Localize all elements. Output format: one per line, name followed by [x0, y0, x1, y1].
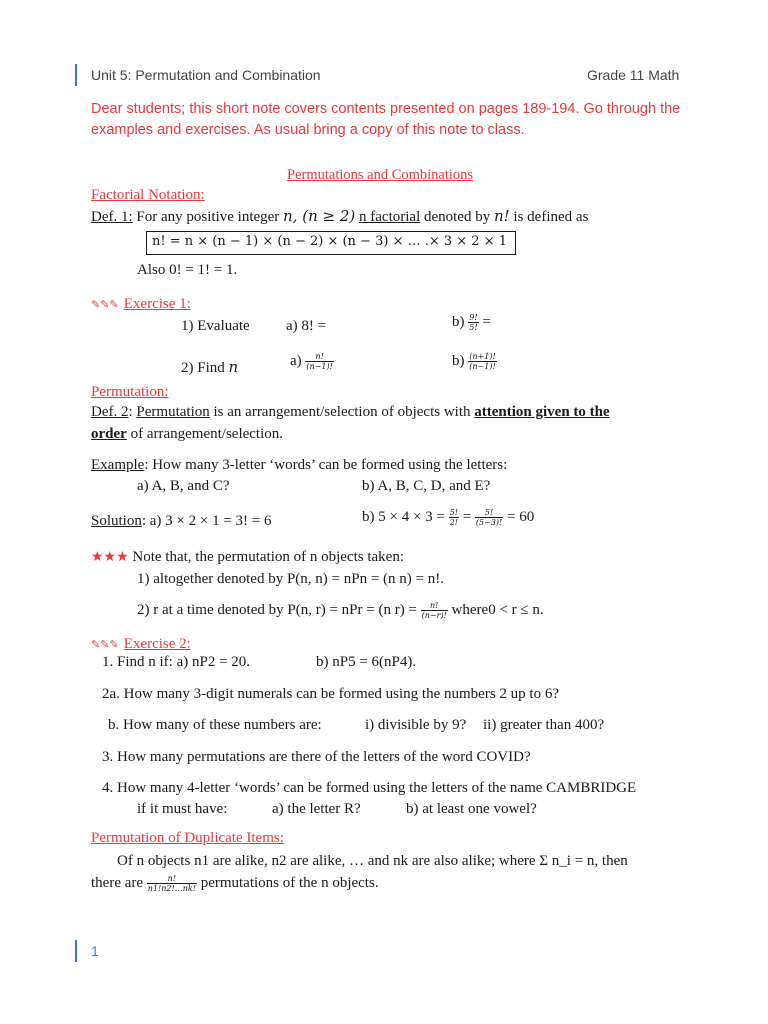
note-line	[91, 549, 404, 566]
def2-word: Permutation	[136, 404, 210, 420]
ex1-q2-b	[452, 352, 497, 371]
duplicates-line-1: Of n objects n1 are alike, n2 are alike, … and nk are also alike; where Σ n_i = n, then	[117, 853, 628, 869]
example-line	[91, 457, 507, 474]
exercise1-heading: Exercise 1:	[123, 296, 191, 312]
ex1-q1-a: a) 8! =	[286, 318, 327, 334]
ex2-q2b-ii: ii) greater than 400?	[483, 717, 605, 733]
page-number: 1	[91, 943, 99, 959]
ex1-q2-a	[290, 352, 334, 371]
pencil-icon: ✎✎✎	[91, 298, 119, 311]
ex2-q3: 3. How many permutations are there of the letters of the word COVID?	[102, 749, 531, 765]
duplicates-fraction: $\frac{n!}{n1!n2!\dots nk!}$	[147, 874, 196, 893]
factorial-heading: Factorial Notation:	[91, 187, 205, 203]
def1-text-c: denoted by	[420, 209, 494, 225]
duplicates-post: permutations of the n objects.	[200, 874, 379, 891]
solution-b-fraction-2: $\frac{5!}{(5-3)!}$	[475, 508, 503, 527]
factorial-formula: n! = n × (n − 1) × (n − 2) × (n − 3) × … .× 3 × 2 × 1	[152, 234, 508, 249]
def1-label: Def. 1:	[91, 209, 133, 225]
pencil-icon: ✎✎✎	[91, 638, 119, 651]
def1-text-d: is defined as	[509, 209, 589, 225]
solution-line	[91, 513, 272, 530]
note-text: Note that, the permutation of n objects taken:	[128, 549, 404, 565]
note-2-fraction: $\frac{n!}{(n-r)!}$	[421, 601, 447, 620]
exercise1-heading-row	[91, 293, 191, 313]
ex2-q4-b-b: b) at least one vowel?	[406, 801, 537, 817]
solution-b-end: = 60	[507, 508, 535, 525]
ex1-q2-a-fraction: $\frac{n!}{(n-1)!}$	[306, 352, 333, 371]
solution-b-mid: =	[462, 508, 472, 525]
header-bar	[75, 64, 77, 86]
duplicates-heading: Permutation of Duplicate Items:	[91, 830, 284, 846]
example-text: : How many 3-letter ‘words’ can be formed using the letters:	[144, 457, 508, 473]
note-2-pre: 2) r at a time denoted by P(n, r) = nPr = (n r) =	[137, 601, 417, 618]
ex1-q2-a-label: a)	[290, 352, 302, 369]
def1-math-a: n, (n ≥ 2)	[283, 207, 356, 225]
def1-line	[91, 207, 588, 226]
ex2-q1: 1. Find n if: a) nP2 = 20.	[102, 654, 251, 670]
ex1-q1-b-eq: =	[482, 313, 491, 330]
ex1-q1-b-fraction: $\frac{9!}{5!}$	[469, 313, 478, 332]
ex1-q2-n: n	[228, 358, 239, 376]
factorial-also: Also 0! = 1! = 1.	[137, 262, 238, 278]
ex2-q2b-label: b. How many of these numbers are:	[108, 717, 322, 733]
example-a: a) A, B, and C?	[137, 478, 230, 494]
def2-label: Def. 2	[91, 404, 129, 420]
def1-n-factorial: n factorial	[359, 209, 421, 225]
ex2-q2b-i: i) divisible by 9?	[365, 717, 467, 733]
duplicates-pre: there are	[91, 874, 144, 891]
exercise2-heading-row	[91, 633, 191, 653]
ex1-q1-b-label: b)	[452, 313, 465, 330]
footer-bar	[75, 940, 77, 962]
ex2-q1-b: b) nP5 = 6(nP4).	[316, 654, 417, 670]
ex2-q4-b: if it must have:	[137, 801, 228, 817]
def2-text: is an arrangement/selection of objects with	[209, 404, 475, 420]
def2-bold: attention given to the	[474, 404, 610, 420]
intro-line-1: Dear students; this short note covers contents presented on pages 189-194. Go through the	[91, 101, 681, 117]
star-icon: ★★★	[91, 550, 129, 565]
solution-b	[362, 508, 534, 527]
ex1-q2-text: 2) Find	[181, 360, 225, 376]
ex1-q2-b-fraction: $\frac{(n+1)!}{(n-1)!}$	[469, 352, 496, 371]
exercise2-heading: Exercise 2:	[123, 636, 191, 652]
ex1-q1-b	[452, 313, 491, 332]
def2-bold-order: order	[91, 426, 127, 442]
example-b: b) A, B, C, D, and E?	[362, 478, 491, 494]
ex1-q2-b-label: b)	[452, 352, 465, 369]
def2-line-2	[91, 426, 283, 443]
ex2-q4-b-a: a) the letter R?	[272, 801, 361, 817]
def2-line-1: Def. 2: Permutation is an arrangement/selection of objects with attention given to the	[91, 404, 610, 420]
solution-b-pre: b) 5 × 4 × 3 =	[362, 508, 445, 525]
note-2-post: where0 < r ≤ n.	[451, 601, 544, 618]
ex1-q1-label: 1) Evaluate	[181, 318, 250, 334]
def2-text-2: of arrangement/selection.	[126, 426, 284, 442]
solution-b-fraction-1: $\frac{5!}{2!}$	[449, 508, 458, 527]
solution-a: : a) 3 × 2 × 1 = 3! = 6	[141, 513, 272, 529]
note-1: 1) altogether denoted by P(n, n) = nPn = (n n) = n!.	[137, 571, 444, 587]
ex2-q4: 4. How many 4-letter ‘words’ can be formed using the letters of the name CAMBRIDGE	[102, 780, 637, 796]
def1-text-a: For any positive integer	[132, 209, 284, 225]
duplicates-line-2	[91, 874, 379, 893]
ex1-q2-label	[181, 358, 238, 377]
page-title: Permutations and Combinations	[287, 167, 474, 183]
ex2-q2a: 2a. How many 3-digit numerals can be formed using the numbers 2 up to 6?	[102, 686, 559, 702]
solution-label: Solution	[91, 513, 142, 529]
permutation-heading: Permutation:	[91, 384, 169, 400]
header-grade: Grade 11 Math	[587, 67, 680, 83]
def1-math-b: n!	[493, 207, 510, 225]
intro-line-2: examples and exercises. As usual bring a copy of this note to class.	[91, 122, 525, 138]
header-unit-title: Unit 5: Permutation and Combination	[91, 67, 321, 83]
example-label: Example	[91, 457, 145, 473]
note-2	[137, 601, 544, 620]
